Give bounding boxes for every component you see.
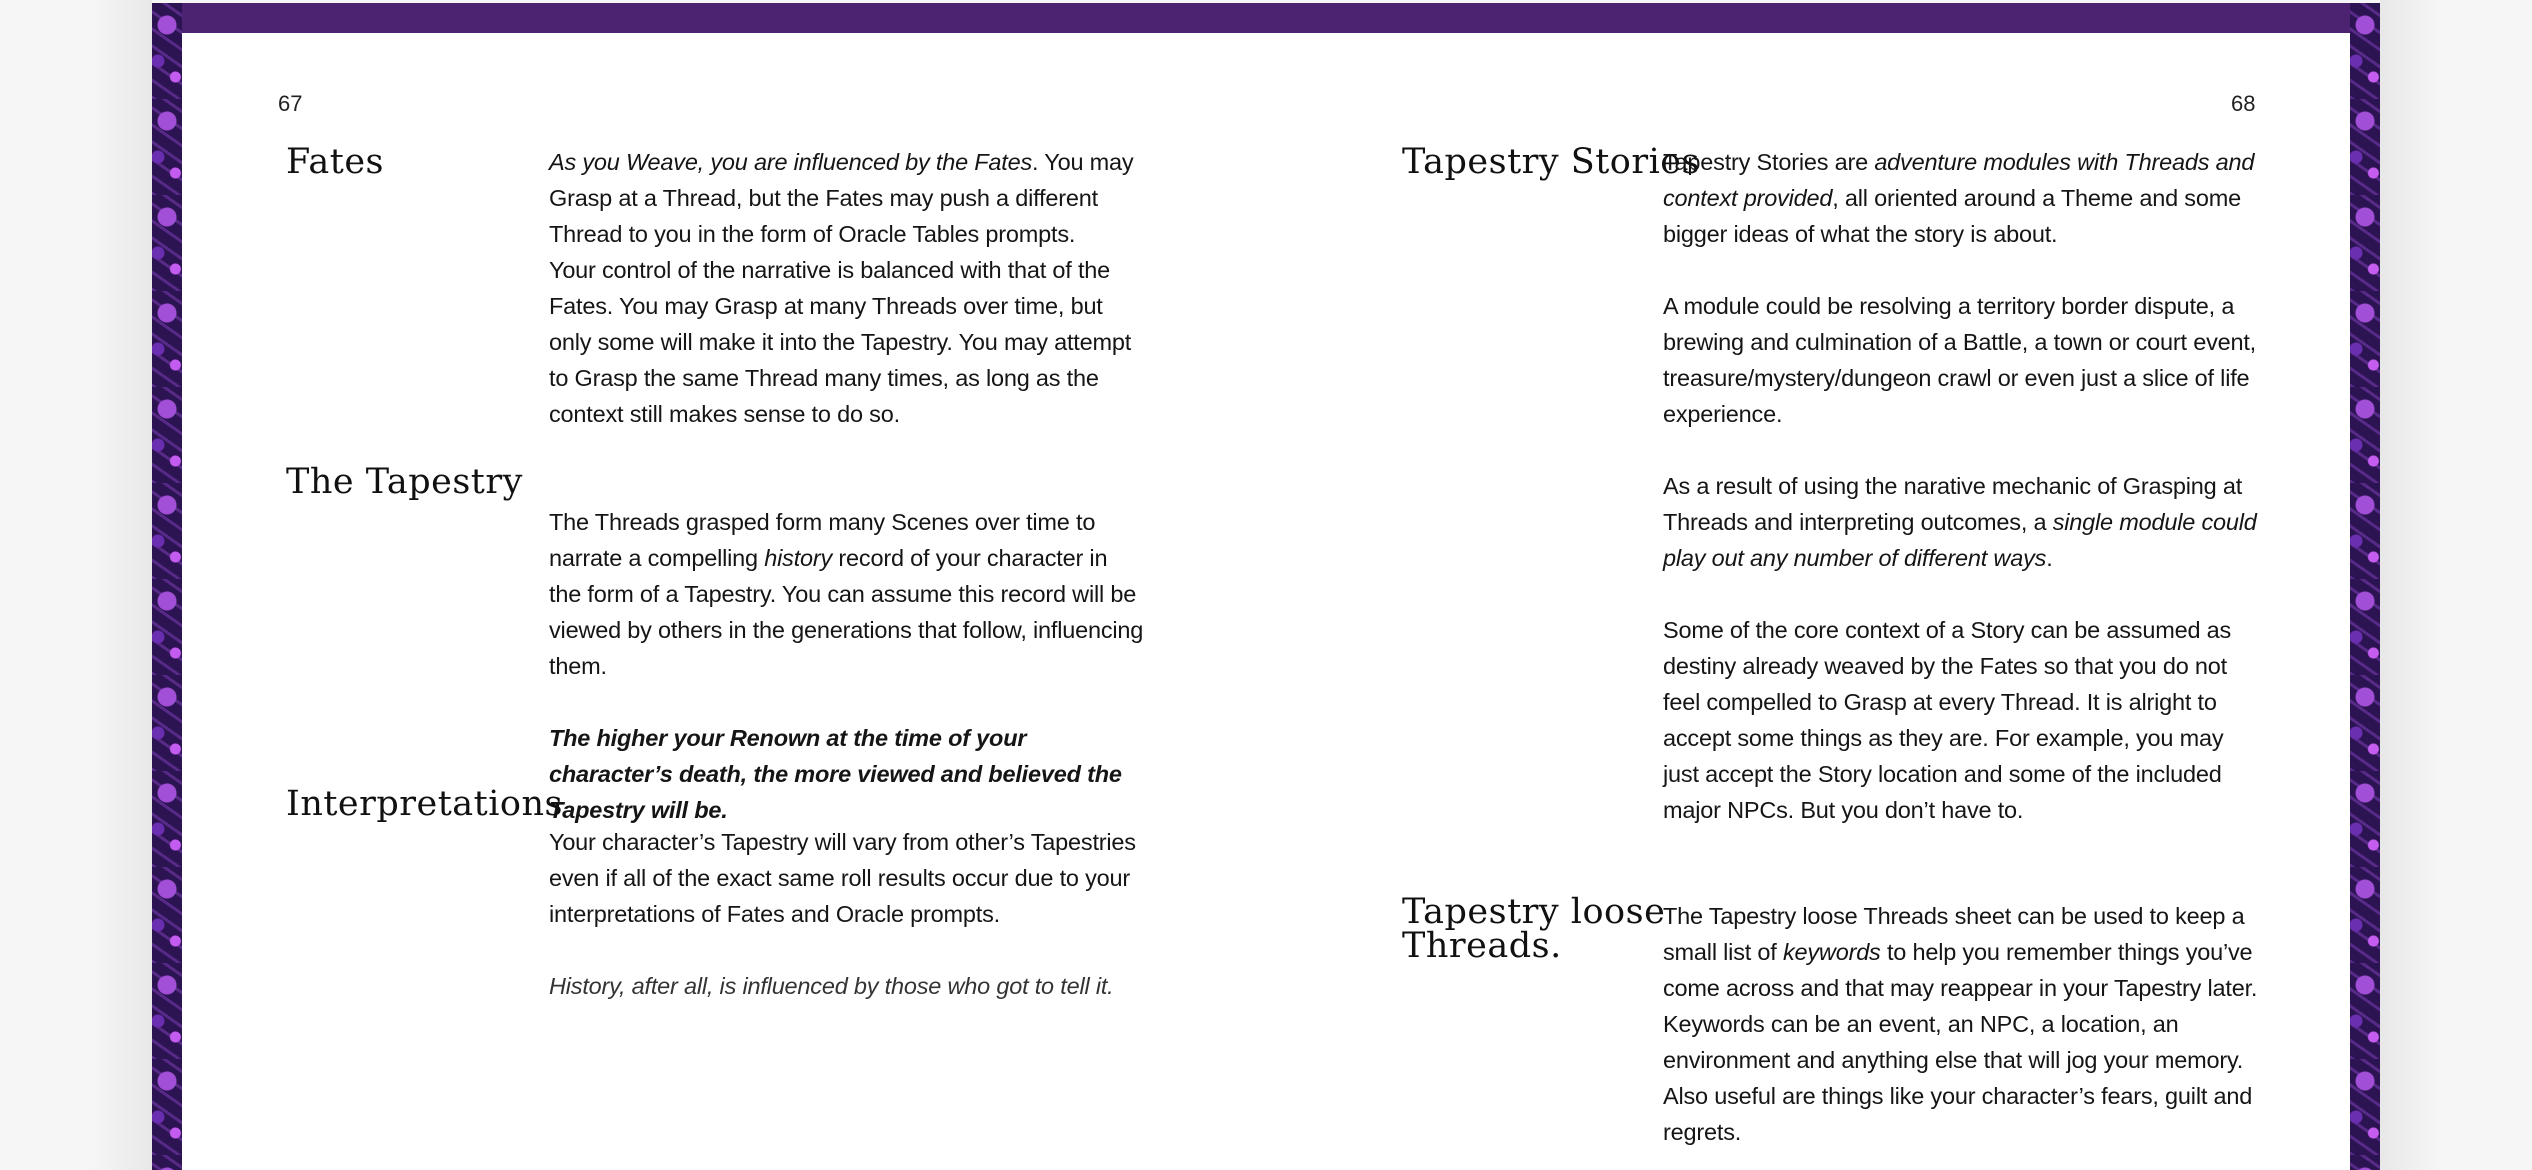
page-number-right: 68 [2231,91,2256,116]
page-number-left: 67 [278,91,303,116]
tapestry-renown-emphasis: The higher your Renown at the time of your character’s death, the more viewed and believed the Tapestry will be. [549,725,1122,823]
heading-fates: Fates [286,142,385,182]
page-paper [182,33,2350,1170]
heading-tapestry-loose-threads: Tapestry loose Threads. [1402,892,1666,966]
heading-interpretations: Interpretations [286,784,563,824]
left-ornamental-border [152,3,182,1170]
stories-paragraph-1: Tapestry Stories are adventure modules with Threads and context provided, all oriented around a Theme and some bigger ideas of what the story is about. [1663,149,2255,247]
fates-paragraph-2: Your control of the narrative is balanced with that of the Fates. You may Grasp at many Threads over time, but only some will make it into the Tapestry. You may attempt to Grasp the same Thread many times, as long as the context still makes sense to do so. [549,257,1132,427]
page-shadow-left [92,0,152,1170]
stories-paragraph-3: As a result of using the narative mechanic of Grasping at Threads and interpreting outcomes, a single module could play out any number of different ways. [1663,473,2257,571]
top-border-band [152,3,2380,33]
tapestry-body [549,504,1144,828]
tapestry-paragraph-1: The Threads grasped form many Scenes over time to narrate a compelling history record of your character in the form of a Tapestry. You can assume this record will be viewed by others in the generations that follow, influencing them. [549,509,1144,679]
fates-body [549,144,1144,432]
heading-tapestry-stories: Tapestry Stories [1402,142,1700,182]
stories-paragraph-2: A module could be resolving a territory border dispute, a brewing and culmination of a Battle, a town or court event, treasure/mystery/dungeon crawl or even just a slice of life experience. [1663,293,2257,427]
tapestry-stories-body [1663,144,2263,828]
page-shadow-right [2380,0,2440,1170]
interpretations-body [549,824,1144,1004]
interpretations-paragraph-1: Your character’s Tapestry will vary from other’s Tapestries even if all of the exact same roll results occur due to your interpretations of Fates and Oracle prompts. [549,829,1136,927]
fates-paragraph-1: As you Weave, you are influenced by the Fates. You may Grasp at a Thread, but the Fates may push a different Thread to you in the form of Oracle Tables prompts. [549,149,1134,247]
loose-threads-body [1663,898,2263,1150]
interpretations-quote: History, after all, is influenced by those who got to tell it. [549,973,1114,999]
stories-paragraph-4: Some of the core context of a Story can be assumed as destiny already weaved by the Fates so that you do not feel compelled to Grasp at every Thread. It is alright to accept some things as they are. For example, you may just accept the Story location and some of the included major NPCs. But you don’t have to. [1663,617,2232,823]
right-ornamental-border [2350,3,2380,1170]
loose-threads-paragraph-1: The Tapestry loose Threads sheet can be used to keep a small list of keywords to help you remember things you’ve come across and that may reappear in your Tapestry later. Keywords can be an event, an NPC, a location, an environment and anything else that will jog your memory. Also useful are things like your character’s fears, guilt and regrets. [1663,903,2258,1145]
heading-the-tapestry: The Tapestry [286,462,523,502]
book-spread [152,3,2380,1170]
